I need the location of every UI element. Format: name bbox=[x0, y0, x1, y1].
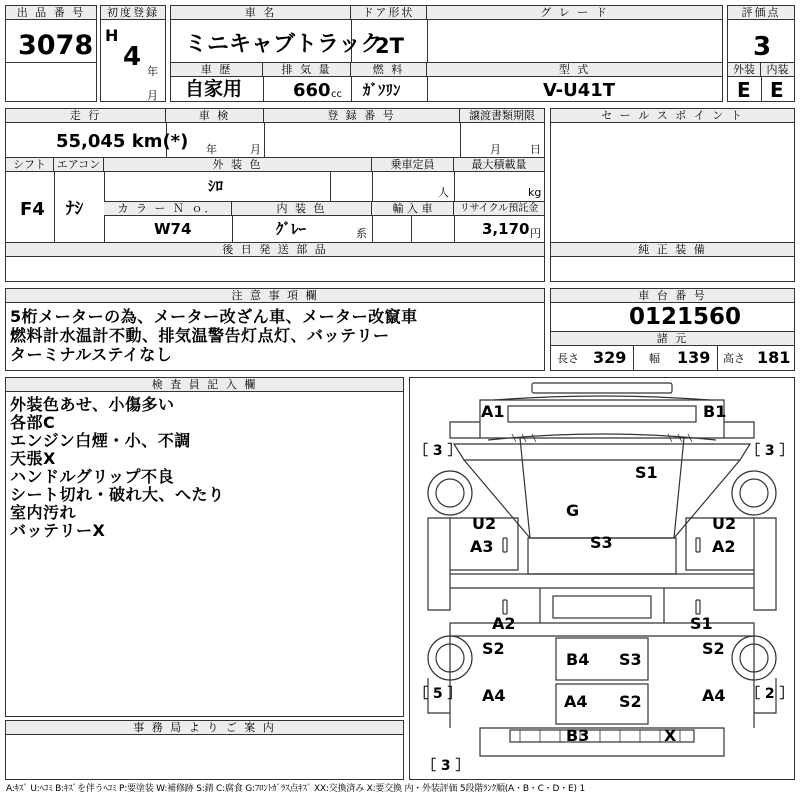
fuel-type: ｶﾞｿﾘﾝ bbox=[363, 81, 401, 99]
registration-number-header: 登 録 番 号 bbox=[264, 109, 460, 123]
length-label: 長さ bbox=[557, 352, 579, 365]
inspector-box bbox=[5, 377, 404, 717]
mark-a4-left: A4 bbox=[482, 686, 506, 705]
grade-header: グ レ ー ド bbox=[427, 6, 722, 20]
caution-line: 燃料計水温計不動、排気温警告灯点灯、バッテリー bbox=[10, 326, 390, 345]
color-number: W74 bbox=[154, 220, 192, 238]
load-unit: kg bbox=[528, 186, 542, 199]
vehicle-history: 自家用 bbox=[185, 78, 243, 100]
interior-header: 内装 bbox=[761, 63, 794, 77]
doc-day-unit: 日 bbox=[530, 143, 541, 156]
width-label: 幅 bbox=[649, 352, 660, 365]
recycle-unit: 円 bbox=[530, 227, 541, 240]
mark-g: G bbox=[566, 501, 580, 520]
model-header: 型 式 bbox=[427, 63, 722, 77]
tire-rear-right-score: ［ 2 ］ bbox=[746, 686, 794, 702]
model-code: V-U41T bbox=[543, 80, 616, 101]
score-header: 評価点 bbox=[728, 6, 794, 20]
recycle-fee: 3,170 bbox=[482, 220, 530, 238]
aircon-header: エアコン bbox=[54, 158, 104, 172]
caution-line: 5桁メーターの為、メーター改ざん車、メーター改竄車 bbox=[10, 307, 418, 326]
vehicle-diagram bbox=[409, 377, 795, 780]
doc-month-unit: 月 bbox=[490, 143, 501, 156]
history-header: 車 歴 bbox=[171, 63, 263, 77]
height-value: 181 bbox=[757, 348, 791, 367]
overall-score: 3 bbox=[753, 32, 772, 62]
lot-number-header: 出 品 番 号 bbox=[6, 6, 96, 20]
mark-a1: A1 bbox=[481, 402, 505, 421]
mark-s2-bed: S2 bbox=[619, 692, 642, 711]
inspector-note: バッテリーX bbox=[10, 521, 106, 540]
exterior-color-header: 外 装 色 bbox=[104, 158, 372, 172]
specs-header: 諸 元 bbox=[551, 332, 794, 346]
door-header: ドア形状 bbox=[351, 6, 427, 20]
inspection-month-unit: 月 bbox=[250, 143, 261, 156]
capacity-header: 乗車定員 bbox=[372, 158, 454, 172]
car-info-box bbox=[170, 5, 723, 102]
inspector-note: 外装色あせ、小傷多い bbox=[10, 395, 175, 414]
caution-header: 注 意 事 項 欄 bbox=[6, 289, 544, 303]
era-letter: H bbox=[105, 26, 119, 45]
registration-year: 4 bbox=[123, 42, 142, 72]
month-unit: 月 bbox=[147, 89, 158, 102]
capacity-unit: 人 bbox=[438, 186, 449, 199]
sales-point-header: セ ー ル ス ポ イ ン ト bbox=[551, 109, 794, 123]
recycle-header: リサイクル預託金 bbox=[454, 202, 544, 216]
displacement-header: 排 気 量 bbox=[263, 63, 351, 77]
interior-color-header: 内 装 色 bbox=[232, 202, 372, 216]
inspector-note: 天張X bbox=[10, 449, 56, 468]
details-box bbox=[5, 108, 545, 282]
aircon-value: ﾅｼ bbox=[66, 199, 83, 219]
interior-color-suffix: 系 bbox=[356, 227, 367, 240]
car-name: ミニキャブトラック bbox=[185, 32, 383, 57]
genuine-equipment-header: 純 正 装 備 bbox=[551, 243, 794, 257]
mark-s1-mid: S1 bbox=[690, 614, 713, 633]
chassis-number-header: 車 台 番 号 bbox=[551, 289, 794, 303]
tire-spare-score: ［ 3 ］ bbox=[422, 758, 470, 774]
displacement-value: 660 bbox=[293, 80, 331, 101]
mark-b4: B4 bbox=[566, 650, 590, 669]
fuel-header: 燃 料 bbox=[351, 63, 427, 77]
first-registration-header: 初度登録 bbox=[101, 6, 165, 20]
mark-a4-mid: A4 bbox=[564, 692, 588, 711]
mark-b3: B3 bbox=[566, 726, 590, 745]
tire-front-right-score: ［ 3 ］ bbox=[746, 443, 794, 459]
mileage-value: 55,045 km(*) bbox=[56, 131, 189, 152]
shift-value: F4 bbox=[20, 199, 45, 220]
inspector-note: ハンドルグリップ不良 bbox=[10, 467, 175, 486]
delivery-parts-header: 後 日 発 送 部 品 bbox=[6, 243, 544, 257]
mark-b1: B1 bbox=[703, 402, 727, 421]
chassis-box bbox=[550, 288, 795, 371]
inspector-note: シート切れ・破れ大、へたり bbox=[10, 485, 225, 504]
legend-text: A:ｷｽﾞ U:ﾍｺﾐ B:ｷｽﾞを伴うﾍｺﾐ P:要塗装 W:補修跡 S:錆 C:腐食 G:ﾌﾛﾝﾄｶﾞﾗｽ点ｷｽﾞ XX:交換済み X:要交換 内・外装評価 5段階ﾗﾝｸ順(A・B・C・D・E) 1 bbox=[6, 784, 585, 794]
displacement-unit: cc bbox=[331, 89, 342, 100]
score-box bbox=[727, 5, 795, 102]
mark-s2-left: S2 bbox=[482, 639, 505, 658]
height-label: 高さ bbox=[723, 352, 745, 365]
mark-a2-mid: A2 bbox=[492, 614, 516, 633]
mark-s3: S3 bbox=[590, 533, 613, 552]
length-value: 329 bbox=[593, 348, 627, 367]
mileage-header: 走 行 bbox=[6, 109, 166, 123]
inspector-note: 室内汚れ bbox=[10, 503, 77, 522]
lot-number-box bbox=[5, 5, 97, 102]
car-name-header: 車 名 bbox=[171, 6, 351, 20]
import-header: 輸 入 車 bbox=[372, 202, 454, 216]
tire-rear-left-score: ［ 5 ］ bbox=[414, 686, 462, 702]
office-header: 事 務 局 よ り ご 案 内 bbox=[6, 721, 403, 735]
sales-point-box bbox=[550, 108, 795, 282]
inspection-year-unit: 年 bbox=[206, 143, 217, 156]
exterior-header: 外装 bbox=[728, 63, 761, 77]
mark-s3-bed: S3 bbox=[619, 650, 642, 669]
width-value: 139 bbox=[677, 348, 711, 367]
mark-u2-left: U2 bbox=[472, 514, 497, 533]
exterior-grade: E bbox=[737, 78, 751, 102]
chassis-number: 0121560 bbox=[629, 304, 742, 330]
inspector-header: 検 査 員 記 入 欄 bbox=[6, 378, 403, 392]
caution-box bbox=[5, 288, 545, 371]
year-unit: 年 bbox=[147, 65, 158, 78]
mark-a2-right: A2 bbox=[712, 537, 736, 556]
mark-a3: A3 bbox=[470, 537, 494, 556]
door-type: 2T bbox=[375, 34, 404, 58]
transfer-doc-header: 譲渡書類期限 bbox=[460, 109, 544, 123]
caution-line: ターミナルステイなし bbox=[10, 345, 173, 364]
mark-x: X bbox=[664, 726, 677, 745]
shift-header: シフト bbox=[6, 158, 54, 172]
interior-color: ｸﾞﾚｰ bbox=[276, 220, 307, 238]
tire-front-left-score: ［ 3 ］ bbox=[414, 443, 462, 459]
inspector-note: エンジン白煙・小、不調 bbox=[10, 431, 191, 450]
mark-s2-right: S2 bbox=[702, 639, 725, 658]
color-number-header: カ ラ ー Ｎ ｏ． bbox=[104, 202, 232, 216]
mark-s1-top: S1 bbox=[635, 463, 658, 482]
inspector-note: 各部C bbox=[10, 413, 56, 432]
mark-a4-right: A4 bbox=[702, 686, 726, 705]
truck-outline-drawing bbox=[410, 378, 794, 779]
office-box bbox=[5, 720, 404, 780]
max-load-header: 最大積載量 bbox=[454, 158, 544, 172]
exterior-color: ｼﾛ bbox=[208, 177, 224, 195]
lot-number: 3078 bbox=[18, 30, 94, 61]
first-registration-box bbox=[100, 5, 166, 102]
interior-grade: E bbox=[770, 78, 784, 102]
mark-u2-right: U2 bbox=[712, 514, 737, 533]
inspection-header: 車 検 bbox=[166, 109, 264, 123]
